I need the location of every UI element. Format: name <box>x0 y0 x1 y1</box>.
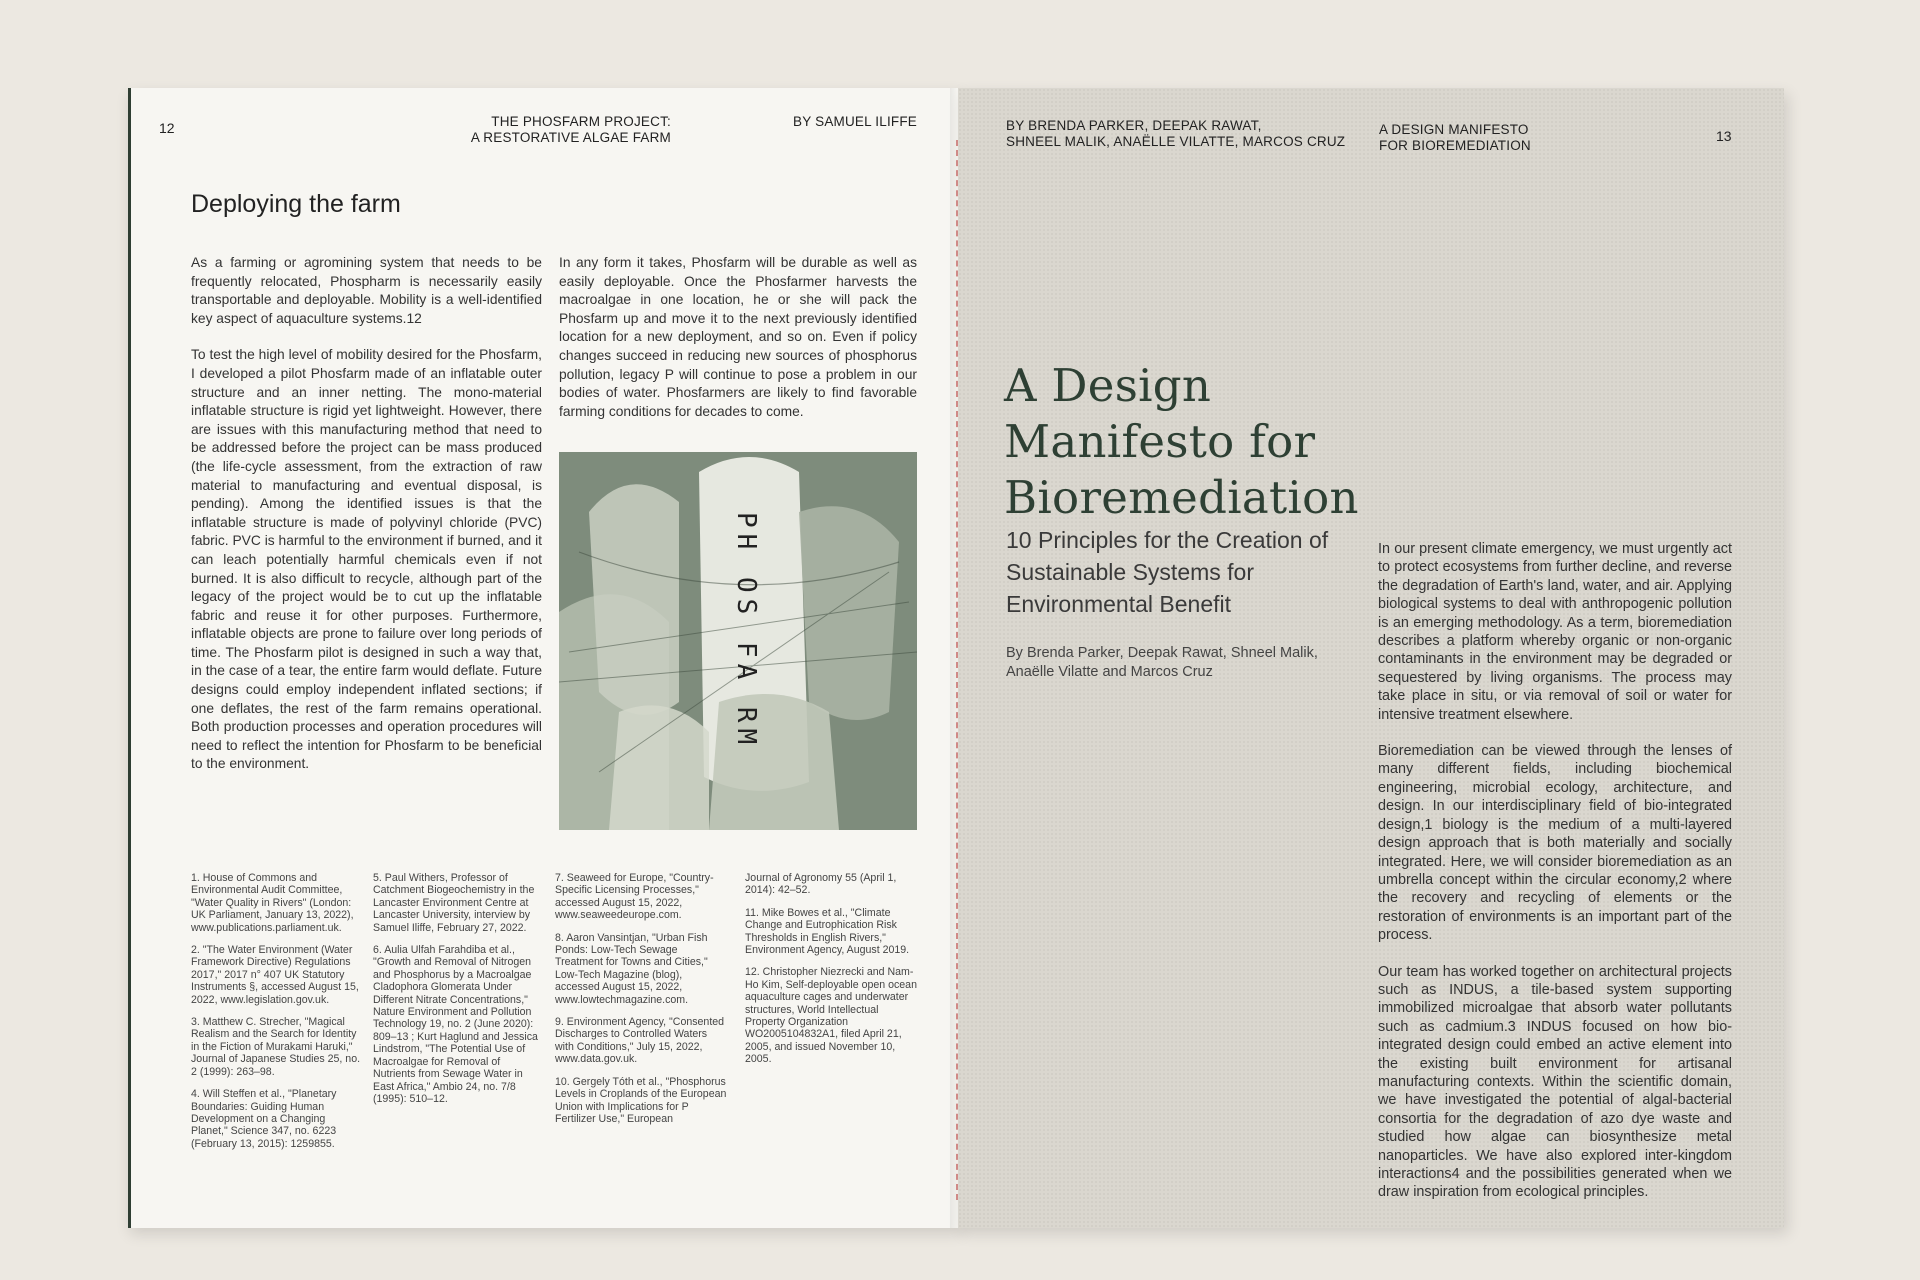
running-head-title-left: THE PHOSFARM PROJECT: A RESTORATIVE ALGAE FARM <box>470 114 671 145</box>
footnote: 5. Paul Withers, Professor of Catchment Biogeochemistry in the Lancaster Environment Centre at Lancaster University, interview by Samuel Iliffe, February 27, 2022. <box>373 872 535 934</box>
footnote: 9. Environment Agency, "Consented Discharges to Controlled Waters with Conditions," July 15, 2022, www.data.gov.uk. <box>555 1016 725 1066</box>
footnote: 11. Mike Bowes et al., "Climate Change and Eutrophication Risk Thresholds in English Rivers," Environment Agency, August 2019. <box>745 906 910 957</box>
running-head-author-left: BY SAMUEL ILIFFE <box>793 114 917 129</box>
article-byline: By Brenda Parker, Deepak Rawat, Shneel Malik, Anaëlle Vilatte and Marcos Cruz <box>1006 645 1318 680</box>
article-subtitle: 10 Principles for the Creation of Sustainable Systems for Environmental Benefit <box>1006 527 1329 617</box>
body-paragraph: To test the high level of mobility desired for the Phosfarm, I developed a pilot Phosfarm made of an inflatable outer structure and an inner netting. The mono-material inflatable structure is rigid yet lightweight. However, there are issues with this manufacturing method that need to be addressed before the project can be mass produced (the life-cycle assessment, from the extraction of raw material to manufacturing and eventual disposal, is pending). Among the identified issues is that the inflatable structure is made of polyvinyl chloride (PVC) fabric. PVC is harmful to the environment if burned, and it can leach potentially harmful chemicals even if not burned. It is also difficult to recycle, although part of the legacy of the project would be to cut up the inflatable fabric and reuse it for other purposes. Furthermore, inflatable objects are prone to failure over long periods of time. The Phosfarm pilot is designed in such a way that, in the case of a tear, the entire farm would deflate. Future designs could employ independent inflated sections; if one deflates, the rest of the farm remains operational. Both production processes and operation procedures will need to reflect the intention for Phosfarm to be beneficial to the environment. <box>191 347 542 772</box>
body-column-1 <box>191 254 542 792</box>
footnote: 2. "The Water Environment (Water Framework Directive) Regulations 2017," 2017 n° 407 UK Statutory Instruments §, accessed August 15, 2022, www.legislation.gov.uk. <box>191 944 359 1006</box>
article-title: A Design Manifesto for Bioremediation <box>1004 359 1359 524</box>
running-head-authors-right: BY BRENDA PARKER, DEEPAK RAWAT, SHNEEL MALIK, ANAËLLE VILATTE, MARCOS CRUZ <box>1006 118 1346 149</box>
body-column-2 <box>559 254 917 439</box>
footnote: 6. Aulia Ulfah Farahdiba et al., "Growth and Removal of Nitrogen and Phosphorus by a Macroalgae Cladophora Glomerata Under Different Nitrate Concentrations," Nature Environment and Pollution Technology 19, no. 2 (June 2020): 809–13 ; Kurt Haglund and Jessica Lindstrom, "The Potential Use of Macroalgae for Removal of Nutrients from Sewage Water in East Africa," Ambio 24, no. 7/8 (1995): 510–12. <box>373 944 538 1105</box>
footnotes-column-3 <box>555 872 727 1135</box>
article-body <box>1378 540 1732 1220</box>
footnote: 4. Will Steffen et al., "Planetary Boundaries: Guiding Human Development on a Changing Planet," Science 347, no. 6223 (February 13, 2015): 1259855. <box>191 1088 337 1150</box>
section-heading: Deploying the farm <box>191 190 401 218</box>
page-number-right: 13 <box>1716 128 1732 144</box>
right-page <box>958 88 1784 1228</box>
body-paragraph: Bioremediation can be viewed through the lenses of many different fields, including biochemical engineering, microbial ecology, architecture, and design. In our interdisciplinary field of bio-integrated design,1 biology is the medium of a multi-layered design approach that is both materially and socially integrated. Here, we will consider bioremediation as an umbrella concept within the circular economy,2 where the recovery and recycling of elements or the restoration of environments is an important part of the process. <box>1378 743 1732 944</box>
footnotes-column-4 <box>745 872 917 1076</box>
running-head-title-right: A DESIGN MANIFESTO FOR BIOREMEDIATION <box>1379 122 1531 153</box>
photo-label-text: PH OS FA RM <box>731 512 761 751</box>
footnote: 7. Seaweed for Europe, "Country-Specific Licensing Processes," accessed August 15, 2022, www.seaweedeurope.com. <box>555 872 714 922</box>
phosfarm-photo <box>559 452 917 830</box>
footnotes-column-2 <box>373 872 545 1115</box>
footnote: 1. House of Commons and Environmental Audit Committee, "Water Quality in Rivers" (London: UK Parliament, January 13, 2022), www.publications.parliament.uk. <box>191 872 354 934</box>
footnotes-column-1 <box>191 872 363 1160</box>
body-paragraph: In any form it takes, Phosfarm will be durable as well as easily deployable. Once the Phosfarmer harvests the macroalgae in one location, he or she will pack the Phosfarm up and move it to the next previously identified location for a new deployment, and so on. Even if policy changes succeed in reducing new sources of phosphorus pollution, legacy P will continue to pose a problem in our bodies of water. Phosfarmers are likely to find favorable farming conditions for decades to come. <box>559 255 917 419</box>
footnote: 12. Christopher Niezrecki and Nam-Ho Kim, Self-deployable open ocean aquaculture cages and underwater structures, World Intellectual Property Organization WO2005104832A1, filed April 21, 2005, and issued November 10, 2005. <box>745 966 917 1066</box>
body-paragraph: As a farming or agromining system that needs to be frequently relocated, Phospharm is necessarily easily transportable and deployable. Mobility is a well-identified key aspect of aquaculture systems.12 <box>191 255 542 326</box>
left-page <box>128 88 961 1228</box>
footnote: 10. Gergely Tóth et al., "Phosphorus Levels in Croplands of the European Union with Implications for P Fertilizer Use," European <box>555 1075 727 1125</box>
footnote: 8. Aaron Vansintjan, "Urban Fish Ponds: Low-Tech Sewage Treatment for Towns and Cities," Low-Tech Magazine (blog), accessed August 15, 2022, www.lowtechmagazine.com. <box>555 931 708 1006</box>
body-paragraph: Our team has worked together on architectural projects such as INDUS, a tile-based system supporting immobilized microalgae that absorb water pollutants such as cadmium.3 INDUS focused on how bio-integrated design could embed an active element into the existing built environment for artisanal manufacturing contexts. Within the scientific domain, we have investigated the potential of algal-bacterial consortia for the degradation of azo dye waste and studied how algae can biosynthesize metal nanoparticles. We have also explored inter-kingdom interactions4 and the possibilities generated when we draw inspiration from ecological principles. <box>1378 963 1732 1201</box>
body-paragraph: In our present climate emergency, we must urgently act to protect ecosystems from further decline, and reverse the degradation of Earth's land, water, and air. Applying biological systems to deal with anthropogenic pollution is an emerging methodology. As a term, bioremediation describes a platform whereby organic or non-organic contaminants in the environment may be degraded or sequestered by living organisms. The process may take place in situ, or via removal of soil or water for intensive treatment elsewhere. <box>1378 541 1732 723</box>
footnote: 3. Matthew C. Strecher, "Magical Realism and the Search for Identity in the Fiction of Murakami Haruki," Journal of Japanese Studies 25, no. 2 (1999): 263–98. <box>191 1016 361 1078</box>
page-number-left: 12 <box>159 120 175 136</box>
footnote: Journal of Agronomy 55 (April 1, 2014): 42–52. <box>745 872 897 897</box>
